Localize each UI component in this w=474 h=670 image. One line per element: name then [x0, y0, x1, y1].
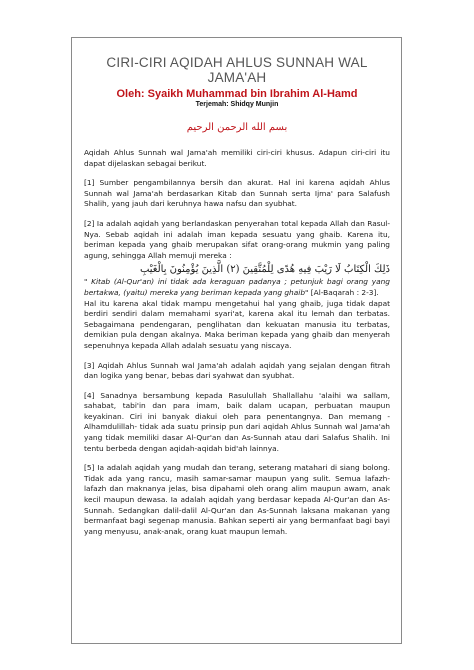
author-line: Oleh: Syaikh Muhammad bin Ibrahim Al-Hamd [116, 88, 358, 100]
point-2-text: [2] Ia adalah aqidah yang berlandaskan penyerahan total kepada Allah dan Rasul-Nya. Sebab aqidah ini adalah iman kepada sesuatu yang ghaib. Karena itu, beriman kepada yang ghaib merupakan sifat orang-orang mukmin yang paling agung, sehingga Allah memuji mereka : [84, 218, 390, 260]
point-2-continued: Hal itu karena akal tidak mampu mengetahui hal yang ghaib, juga tidak dapat berdiri sendiri dalam memahami syari'at, karena akal itu lemah dan terbatas. Sebagaimana pendengaran, penglihatan dan kekuatan manusia itu terbatas, demikian pula dengan akalnya. Maka beriman kepada yang ghaib dan menyerah sepenuhnya kepada Allah adalah sesuatu yang niscaya. [84, 298, 390, 350]
point-5: [5] Ia adalah aqidah yang mudah dan terang, seterang matahari di siang bolong. Tidak ada yang rancu, masih samar-samar maupun yang sulit. Semua lafazh-lafazh dan maknanya jelas, bisa dipahami oleh orang alim maupun awam, anak kecil maupun dewasa. Ia adalah aqidah yang berdasar kepada Al-Qur'an dan As-Sunnah. Sedangkan dalil-dalil Al-Qur'an dan As-Sunnah laksana makanan yang bermanfaat bagi segenap manusia. Bahkan seperti air yang bermanfaat bagi bayi yang menyusu, anak-anak, orang kuat maupun lemah. [84, 463, 390, 536]
point-4: [4] Sanadnya bersambung kepada Rasulullah Shallallahu 'alaihi wa sallam, sahabat, tabi'in dan para imam, baik dalam ucapan, perbuatan maupun keyakinan. Ciri ini banyak diakui oleh para penentangnya. Dan memang - Alhamdulillah- tidak ada suatu prinsip pun dari aqidah Ahlus Sunnah wal Jama'ah yang tidak memiliki dasar Al-Qur'an dan As-Sunnah atau dari Salafus Shalih. Ini tentu berbeda dengan aqidah-aqidah bid'ah lainnya. [84, 390, 390, 453]
quran-verse: ذَلِكَ الْكِتَابُ لَا رَيْبَ فِيهِ هُدًى لِلْمُتَّقِينَ (٢) الَّذِينَ يُؤْمِنُونَ بِالْغَيْبِ [139, 264, 390, 276]
title-line-2: JAMA'AH [207, 70, 267, 85]
document-body [84, 148, 390, 537]
basmala: بسم الله الرحمن الرحيم [186, 122, 288, 133]
point-1: [1] Sumber pengambilannya bersih dan akurat. Hal ini karena aqidah Ahlus Sunnah wal Jama'ah berdasarkan Kitab dan Sunnah serta Ijma' para Salafush Shalih, yang jauh dari keruhnya hawa nafsu dan syubhat. [84, 178, 390, 209]
point-3: [3] Aqidah Ahlus Sunnah wal Jama'ah adalah aqidah yang sejalan dengan fitrah dan logika yang benar, bebas dari syahwat dan syubhat. [84, 360, 390, 381]
intro-paragraph: Aqidah Ahlus Sunnah wal Jama'ah memiliki ciri-ciri khusus. Adapun ciri-ciri itu dapat dijelaskan sebagai berikut. [84, 148, 390, 168]
document-title [84, 55, 390, 85]
translator-line: Terjemah: Shidqy Munjin [195, 101, 279, 108]
title-line-1: CIRI-CIRI AQIDAH AHLUS SUNNAH WAL [106, 55, 368, 70]
verse-translation-block [84, 277, 390, 298]
point-2 [84, 219, 390, 352]
document-page [84, 45, 390, 537]
verse-reference: [Al-Baqarah : 2-3]. [308, 287, 379, 297]
verse-translation: " Kitab (Al-Qur'an) ini tidak ada keraguan padanya ; petunjuk bagi orang yang bertakwa, (yaitu) mereka yang beriman kepada yang ghaib" [84, 277, 390, 297]
